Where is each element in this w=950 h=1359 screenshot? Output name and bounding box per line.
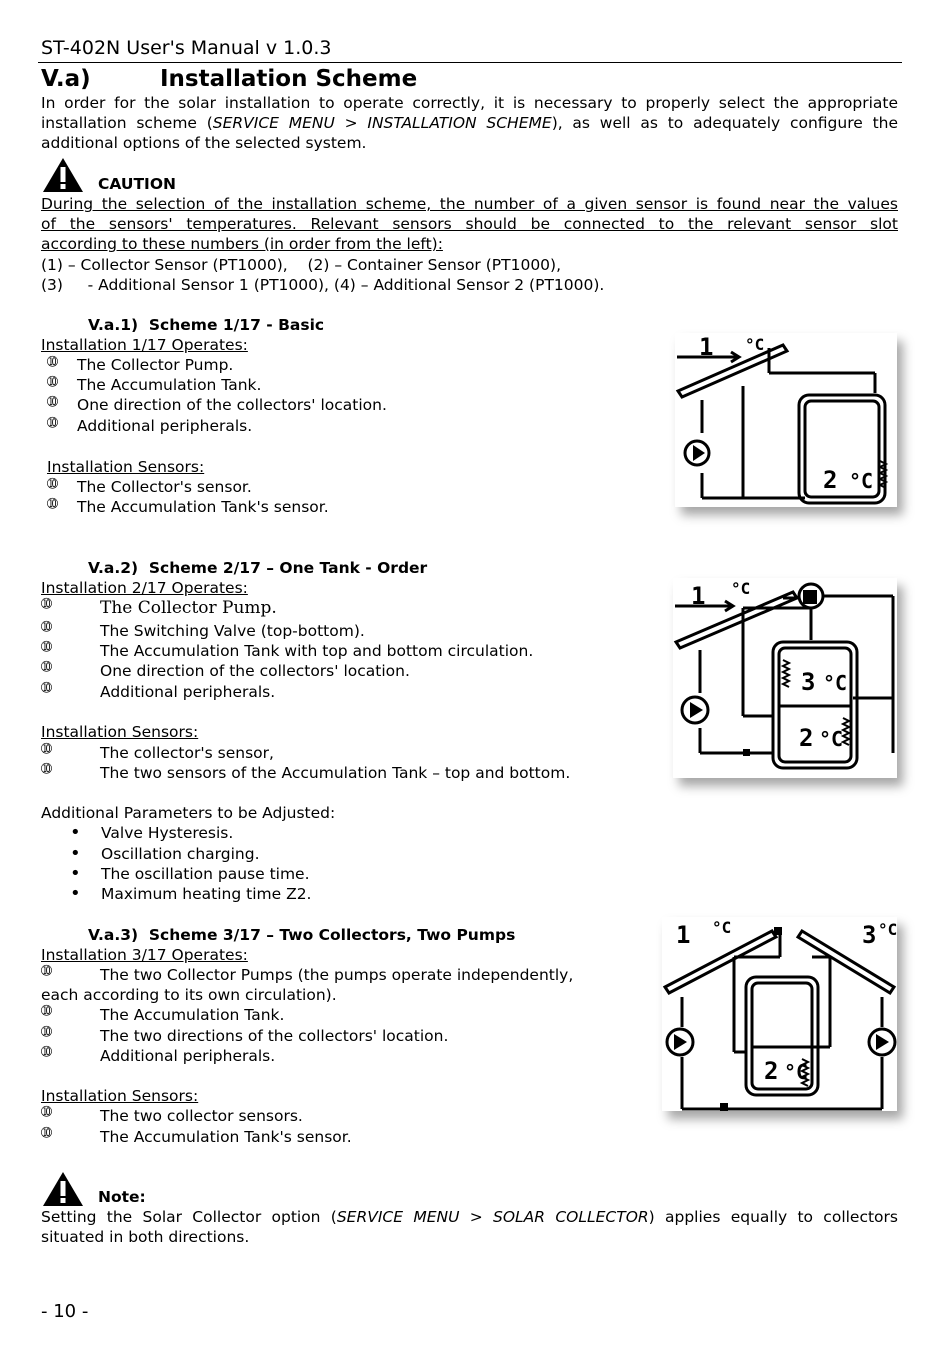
scheme3-operates-item: Additional peripherals. xyxy=(100,1047,276,1065)
numbered-bullet-icon: ➉ xyxy=(41,1105,52,1120)
numbered-bullet-icon: ➉ xyxy=(41,964,52,979)
scheme1-operates-item: One direction of the collectors' location. xyxy=(77,396,387,414)
scheme3-sensors-item: The two collector sensors. xyxy=(100,1107,303,1125)
page-number: - 10 - xyxy=(41,1301,89,1322)
scheme2-operates-item: One direction of the collectors' location. xyxy=(100,662,410,680)
scheme2-operates-item: The Switching Valve (top-bottom). xyxy=(100,622,365,640)
bullet-dot-icon: • xyxy=(70,843,81,864)
scheme2-operates-label: Installation 2/17 Operates: xyxy=(41,579,248,597)
bullet-dot-icon: • xyxy=(70,883,81,904)
section-title: Installation Scheme xyxy=(160,66,418,92)
scheme1-sensors-item: The Collector's sensor. xyxy=(77,478,252,496)
scheme2-operates-item: Additional peripherals. xyxy=(100,683,276,701)
scheme2-operates-item: The Accumulation Tank with top and bottom circulation. xyxy=(100,642,534,660)
section-number: V.a) xyxy=(41,66,91,92)
scheme3-sensors-label: Installation Sensors: xyxy=(41,1087,199,1105)
sensor-3-label: 3 xyxy=(862,921,877,949)
scheme1-operates-item: Additional peripherals. xyxy=(77,417,253,435)
caution-line-1: During the selection of the installation scheme, the number of a given sensor is found near the values xyxy=(41,195,898,213)
numbered-bullet-icon: ➉ xyxy=(41,640,52,655)
sensor-2-label: 2 xyxy=(764,1057,779,1085)
numbered-bullet-icon: ➉ xyxy=(41,1004,52,1019)
scheme3-diagram xyxy=(662,917,897,1111)
numbered-bullet-icon: ➉ xyxy=(41,597,52,612)
running-header: ST-402N User's Manual v 1.0.3 xyxy=(41,37,332,59)
scheme2-param-item: Oscillation charging. xyxy=(101,845,260,863)
caution-line-3: according to these numbers (in order from the left): xyxy=(41,235,443,253)
sensor-1-label: 1 xyxy=(699,333,714,361)
note-label: Note: xyxy=(98,1188,146,1206)
scheme3-operates-label: Installation 3/17 Operates: xyxy=(41,946,248,964)
unit-label: °C xyxy=(731,579,751,598)
scheme2-sensors-label: Installation Sensors: xyxy=(41,723,199,741)
caution-line-2: of the sensors' temperatures. Relevant sensors should be connected to the relevant sensor slot xyxy=(41,215,898,233)
scheme3-sensors-item: The Accumulation Tank's sensor. xyxy=(100,1128,352,1146)
unit-label: °C xyxy=(712,918,732,937)
numbered-bullet-icon: ➉ xyxy=(41,660,52,675)
intro-line-3: additional options of the selected system. xyxy=(41,134,367,152)
sensor-1-label: 1 xyxy=(676,921,691,949)
scheme3-operates-item: The Accumulation Tank. xyxy=(100,1006,285,1024)
scheme1-operates-item: The Accumulation Tank. xyxy=(77,376,262,394)
numbered-bullet-icon: ➉ xyxy=(47,375,58,390)
numbered-bullet-icon: ➉ xyxy=(41,681,52,696)
caution-label: CAUTION xyxy=(98,175,176,193)
numbered-bullet-icon: ➉ xyxy=(41,1025,52,1040)
sensor-2-label: 2 xyxy=(823,466,838,494)
note-line-1: Setting the Solar Collector option (SERVICE MENU > SOLAR COLLECTOR) applies equally to collectors xyxy=(41,1208,898,1226)
bullet-dot-icon: • xyxy=(70,863,81,884)
numbered-bullet-icon: ➉ xyxy=(47,477,58,492)
scheme2-param-item: Valve Hysteresis. xyxy=(101,824,234,842)
numbered-bullet-icon: ➉ xyxy=(47,416,58,431)
scheme3-heading: V.a.3) Scheme 3/17 – Two Collectors, Two Pumps xyxy=(88,926,516,944)
numbered-bullet-icon: ➉ xyxy=(41,762,52,777)
scheme1-operates-label: Installation 1/17 Operates: xyxy=(41,336,248,354)
caution-line-4: (1) – Collector Sensor (PT1000), (2) – Container Sensor (PT1000), xyxy=(41,256,562,274)
numbered-bullet-icon: ➉ xyxy=(47,395,58,410)
scheme2-params-label: Additional Parameters to be Adjusted: xyxy=(41,804,336,822)
numbered-bullet-icon: ➉ xyxy=(41,620,52,635)
numbered-bullet-icon: ➉ xyxy=(47,355,58,370)
caution-line-5: (3) - Additional Sensor 1 (PT1000), (4) – Additional Sensor 2 (PT1000). xyxy=(41,276,605,294)
unit-label: °C xyxy=(878,920,897,939)
unit-label: °C xyxy=(784,1060,809,1084)
sensor-3-label: 3 xyxy=(801,668,816,696)
scheme3-operates-item: The two directions of the collectors' location. xyxy=(100,1027,449,1045)
intro-line-2: installation scheme (SERVICE MENU > INSTALLATION SCHEME), as well as to adequately configure the xyxy=(41,114,899,132)
numbered-bullet-icon: ➉ xyxy=(47,497,58,512)
header-rule xyxy=(38,62,902,63)
warning-triangle-icon xyxy=(42,157,84,193)
bullet-dot-icon: • xyxy=(70,822,81,843)
note-line-2: situated in both directions. xyxy=(41,1228,250,1246)
scheme2-diagram xyxy=(673,578,897,778)
unit-label: °C xyxy=(849,469,874,493)
scheme3-operates-item-cont: each according to its own circulation). xyxy=(41,986,337,1004)
scheme2-sensors-item: The two sensors of the Accumulation Tank – top and bottom. xyxy=(100,764,571,782)
scheme1-heading: V.a.1) Scheme 1/17 - Basic xyxy=(88,316,325,334)
sensor-1-label: 1 xyxy=(691,582,706,610)
numbered-bullet-icon: ➉ xyxy=(41,1045,52,1060)
sensor-2-label: 2 xyxy=(799,724,814,752)
numbered-bullet-icon: ➉ xyxy=(41,1126,52,1141)
scheme2-param-item: Maximum heating time Z2. xyxy=(101,885,312,903)
scheme1-operates-item: The Collector Pump. xyxy=(77,356,234,374)
scheme1-diagram xyxy=(675,333,897,507)
scheme2-operates-item: The Collector Pump. xyxy=(100,598,277,618)
scheme2-sensors-item: The collector's sensor, xyxy=(100,744,274,762)
unit-label: °C xyxy=(823,671,848,695)
scheme2-heading: V.a.2) Scheme 2/17 – One Tank - Order xyxy=(88,559,428,577)
scheme1-sensors-label: Installation Sensors: xyxy=(47,458,205,476)
scheme3-operates-item: The two Collector Pumps (the pumps operate independently, xyxy=(100,966,574,984)
scheme1-sensors-item: The Accumulation Tank's sensor. xyxy=(77,498,329,516)
unit-label: °C xyxy=(819,727,844,751)
numbered-bullet-icon: ➉ xyxy=(41,742,52,757)
intro-line-1: In order for the solar installation to operate correctly, it is necessary to properly select the appropriate xyxy=(41,94,898,112)
warning-triangle-icon xyxy=(42,1171,84,1207)
unit-label: °C xyxy=(745,335,765,354)
scheme2-param-item: The oscillation pause time. xyxy=(101,865,310,883)
